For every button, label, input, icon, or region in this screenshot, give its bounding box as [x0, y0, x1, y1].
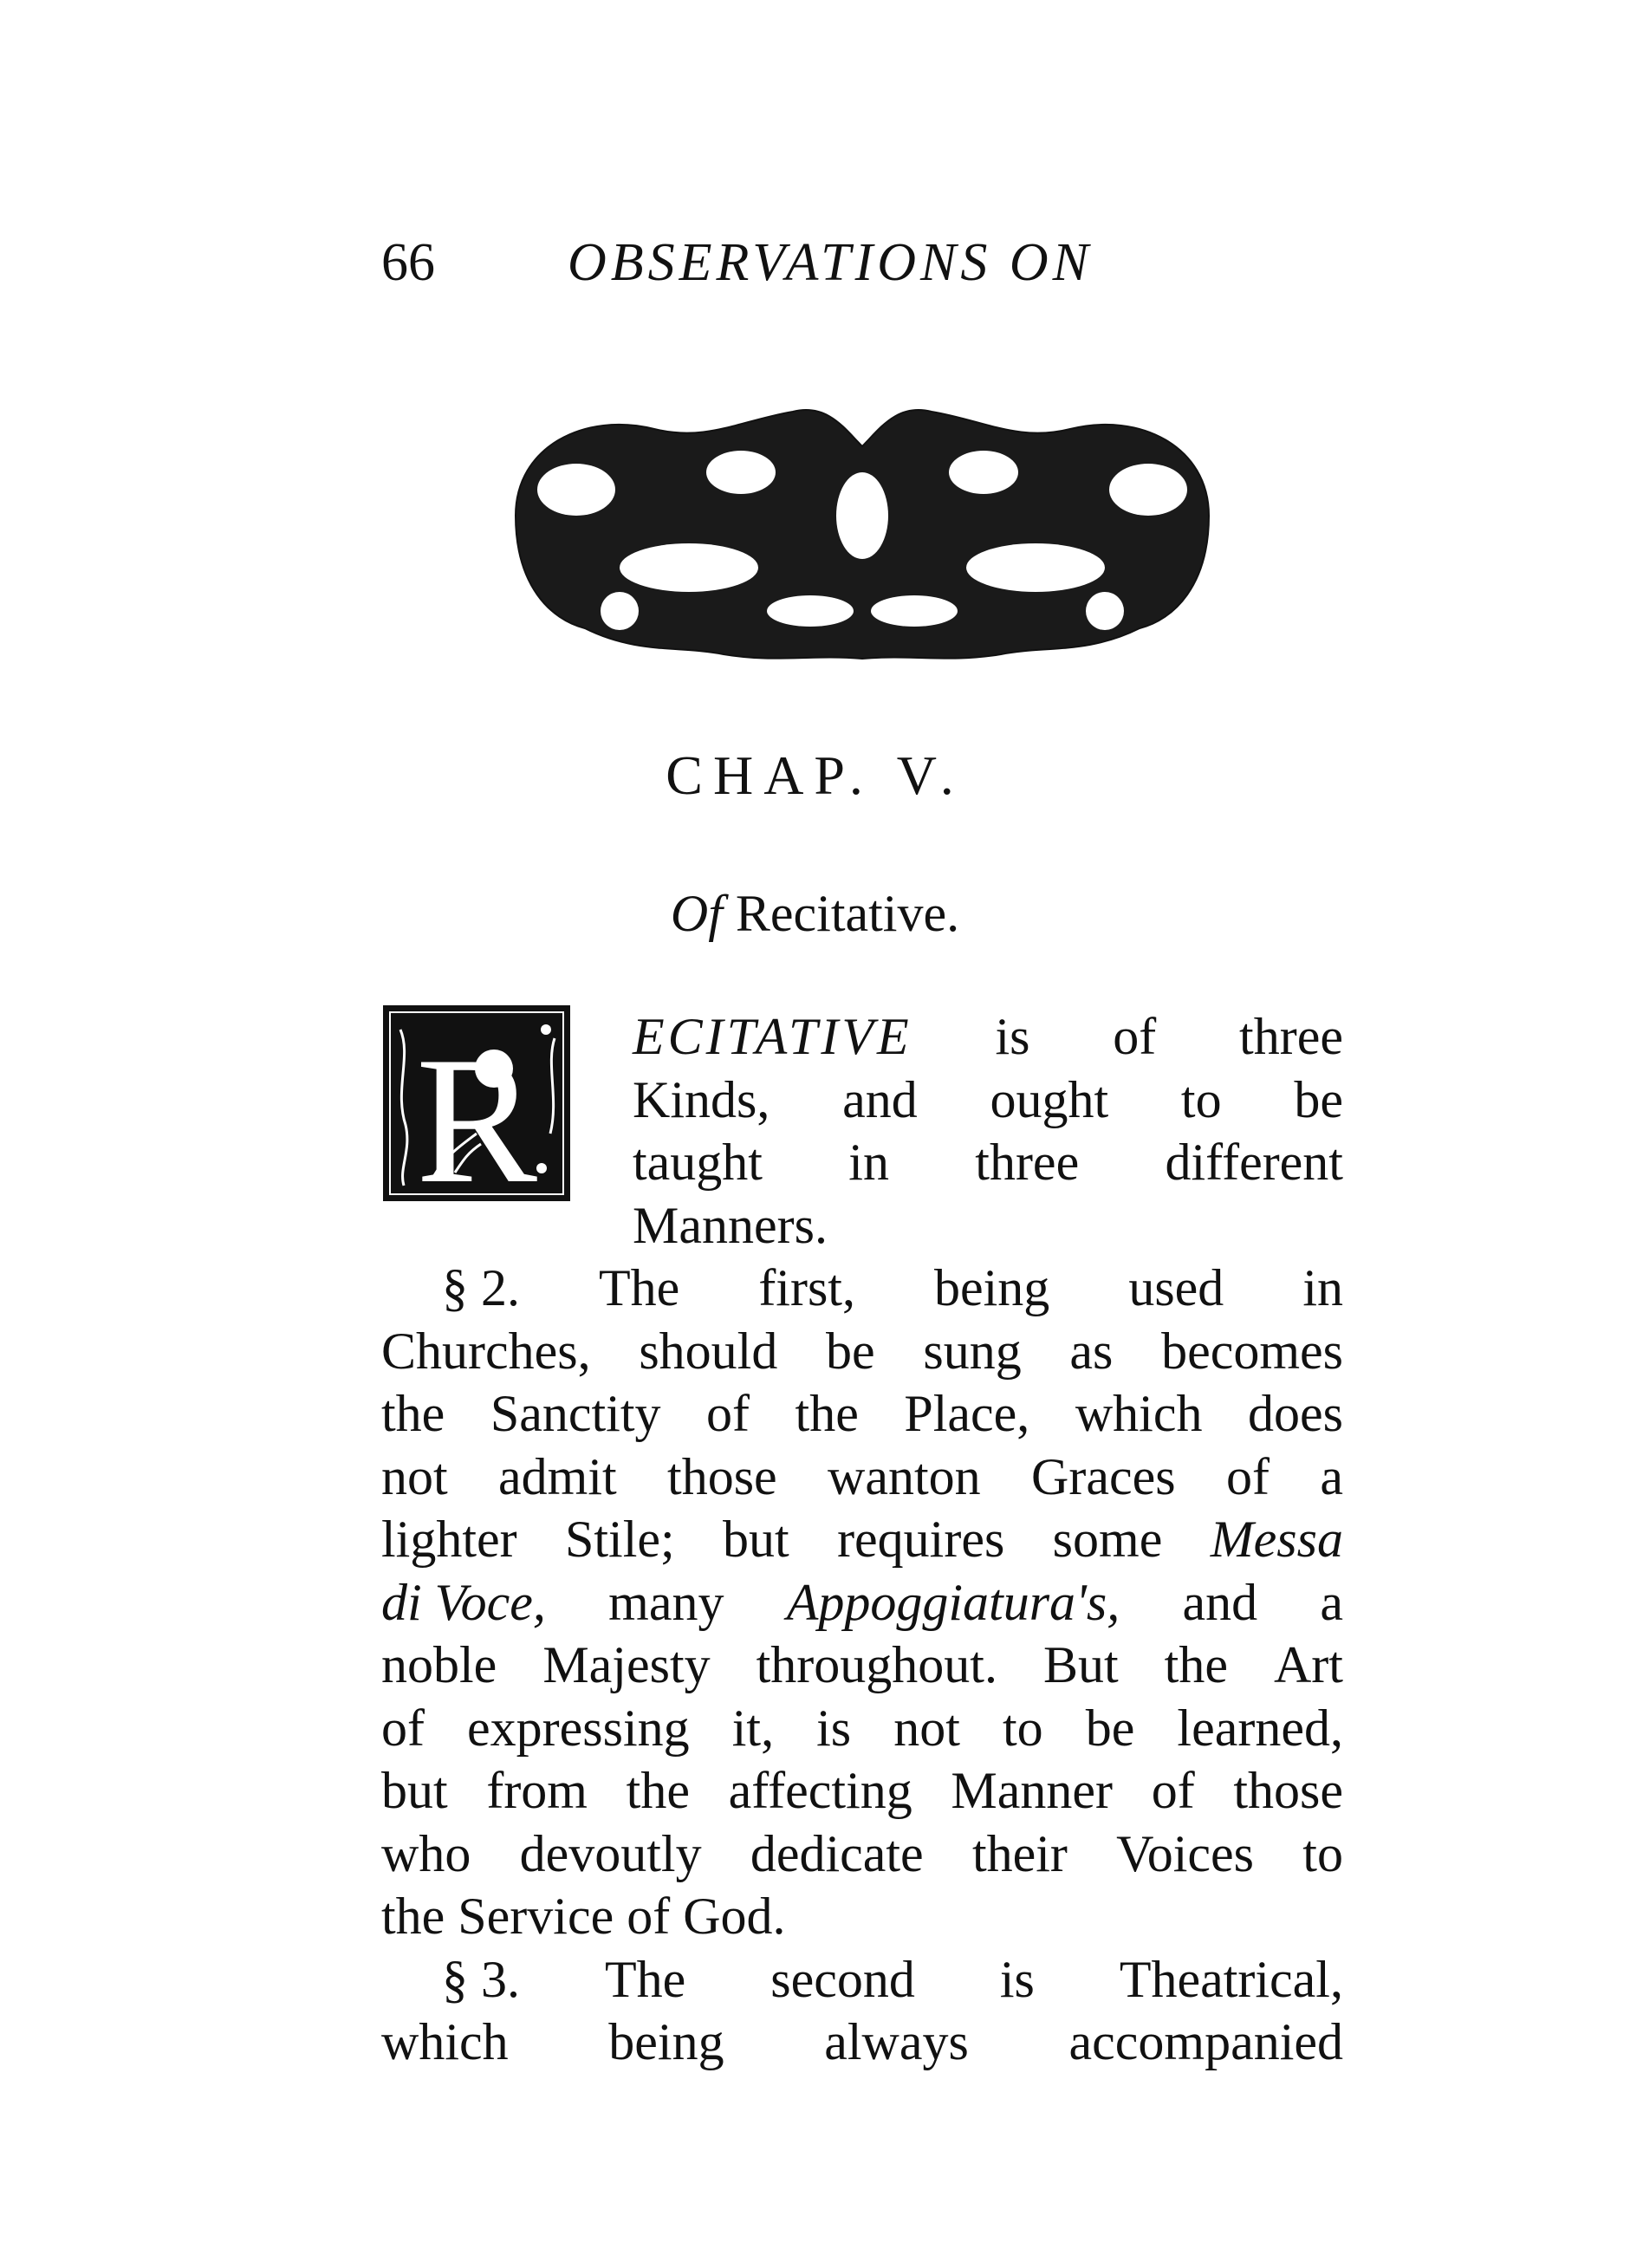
word: which: [381, 2013, 509, 2070]
word: ECITATIVE: [633, 1008, 912, 1065]
word-italic: Messa: [1210, 1511, 1343, 1568]
text-line: [633, 1131, 1343, 1194]
word: Place,: [904, 1385, 1030, 1442]
text-line: [381, 1697, 1343, 1760]
word-italic: Appoggiatura's,: [786, 1573, 1120, 1631]
word: wanton: [828, 1447, 981, 1505]
ornamental-headpiece-icon: [481, 394, 1244, 676]
word: who: [381, 1824, 471, 1882]
text-line: [381, 1759, 1343, 1823]
word: to: [1180, 1070, 1222, 1128]
word: devoutly: [519, 1824, 702, 1882]
word: in: [1302, 1259, 1343, 1316]
text-line: [381, 1885, 1343, 1948]
word: as: [1069, 1322, 1114, 1380]
text-line: [381, 1320, 1343, 1383]
word: Voices: [1116, 1824, 1255, 1882]
word: becomes: [1161, 1322, 1343, 1380]
word: always: [824, 2013, 969, 2070]
word: expressing: [467, 1699, 690, 1757]
word: of: [381, 1699, 425, 1757]
chapter-heading: CHAP. V.: [666, 744, 964, 806]
word: taught: [633, 1134, 763, 1191]
word: is: [999, 1950, 1035, 2008]
word: second: [770, 1950, 915, 2008]
word: does: [1248, 1385, 1343, 1442]
word: Stile;: [564, 1511, 675, 1568]
word: should: [639, 1322, 778, 1380]
word: the: [381, 1385, 445, 1442]
word: the: [626, 1762, 690, 1819]
word: being: [608, 2013, 724, 2070]
section-mark: § 3.: [442, 1950, 520, 2008]
word: Kinds,: [633, 1070, 770, 1128]
word: the: [795, 1385, 859, 1442]
word: not: [893, 1699, 960, 1757]
word: different: [1165, 1134, 1343, 1191]
text-line: [381, 1571, 1343, 1634]
word-italic: di Voce,: [381, 1573, 546, 1631]
text-line: [381, 1382, 1343, 1446]
text-line: [381, 1508, 1343, 1571]
text-line: [381, 1634, 1343, 1697]
word: but: [381, 1762, 448, 1819]
running-head: [381, 232, 1248, 302]
word: accompanied: [1068, 2013, 1343, 2070]
text-line: [381, 1446, 1343, 1509]
text-line: [633, 1005, 1343, 1069]
body-text: [381, 1005, 1343, 2074]
word: being: [933, 1259, 1050, 1316]
word: which: [1075, 1385, 1203, 1442]
word: ought: [990, 1070, 1109, 1128]
text-line: [381, 2011, 1343, 2074]
word: is: [816, 1699, 852, 1757]
word: of: [1225, 1447, 1270, 1505]
word: but: [723, 1511, 789, 1568]
word: and: [842, 1070, 918, 1128]
word: Majesty: [542, 1636, 711, 1693]
word: used: [1128, 1259, 1224, 1316]
word: from: [486, 1762, 588, 1819]
word: three: [975, 1134, 1080, 1191]
word: of: [1151, 1762, 1195, 1819]
word: and: [1182, 1573, 1258, 1631]
word: throughout.: [756, 1636, 997, 1693]
running-title: OBSERVATIONS ON: [568, 233, 1093, 292]
word: Manner: [951, 1762, 1114, 1819]
text-line: [633, 1194, 1343, 1257]
word: in: [848, 1134, 889, 1191]
word: lighter: [381, 1511, 517, 1568]
word: But: [1042, 1636, 1119, 1693]
word: a: [1320, 1573, 1343, 1631]
word: is: [995, 1008, 1030, 1065]
text-line: [633, 1069, 1343, 1132]
text-line: [442, 1948, 1343, 2011]
word: The: [604, 1950, 686, 2008]
chapter-subtitle-italic: Of: [670, 885, 723, 942]
text-line: [442, 1257, 1343, 1320]
word: it,: [731, 1699, 775, 1757]
word: Art: [1273, 1636, 1343, 1693]
word: Theatrical,: [1119, 1950, 1343, 2008]
word: of: [1113, 1008, 1157, 1065]
word: noble: [381, 1636, 497, 1693]
drop-cap-letter: R: [415, 1020, 538, 1203]
word: learned,: [1177, 1699, 1343, 1757]
word: The: [599, 1259, 680, 1316]
chapter-subtitle: [0, 884, 1630, 944]
word: the: [1164, 1636, 1228, 1693]
word: those: [667, 1447, 777, 1505]
text-line: [381, 1823, 1343, 1886]
word: of: [706, 1385, 750, 1442]
chapter-subtitle-rest: Recitative.: [735, 885, 960, 942]
word: sung: [923, 1322, 1022, 1380]
word: Churches,: [381, 1322, 591, 1380]
word: not: [381, 1447, 448, 1505]
word: three: [1239, 1008, 1343, 1065]
word: requires: [837, 1511, 1005, 1568]
section-mark: § 2.: [442, 1259, 520, 1316]
word: dedicate: [750, 1824, 924, 1882]
word: Graces: [1031, 1447, 1176, 1505]
word: to: [1002, 1699, 1043, 1757]
word: admit: [498, 1447, 617, 1505]
word: affecting: [728, 1762, 912, 1819]
word: Sanctity: [490, 1385, 661, 1442]
word: Manners.: [633, 1196, 828, 1254]
page-number: 66: [381, 233, 435, 292]
word: be: [1294, 1070, 1343, 1128]
word: to: [1302, 1824, 1343, 1882]
word: some: [1052, 1511, 1163, 1568]
word: be: [1085, 1699, 1135, 1757]
word: many: [608, 1573, 724, 1631]
word: a: [1320, 1447, 1343, 1505]
word: those: [1233, 1762, 1343, 1819]
word: the Service of God.: [381, 1888, 786, 1945]
word: first,: [758, 1259, 855, 1316]
word: be: [826, 1322, 875, 1380]
word: their: [971, 1824, 1068, 1882]
